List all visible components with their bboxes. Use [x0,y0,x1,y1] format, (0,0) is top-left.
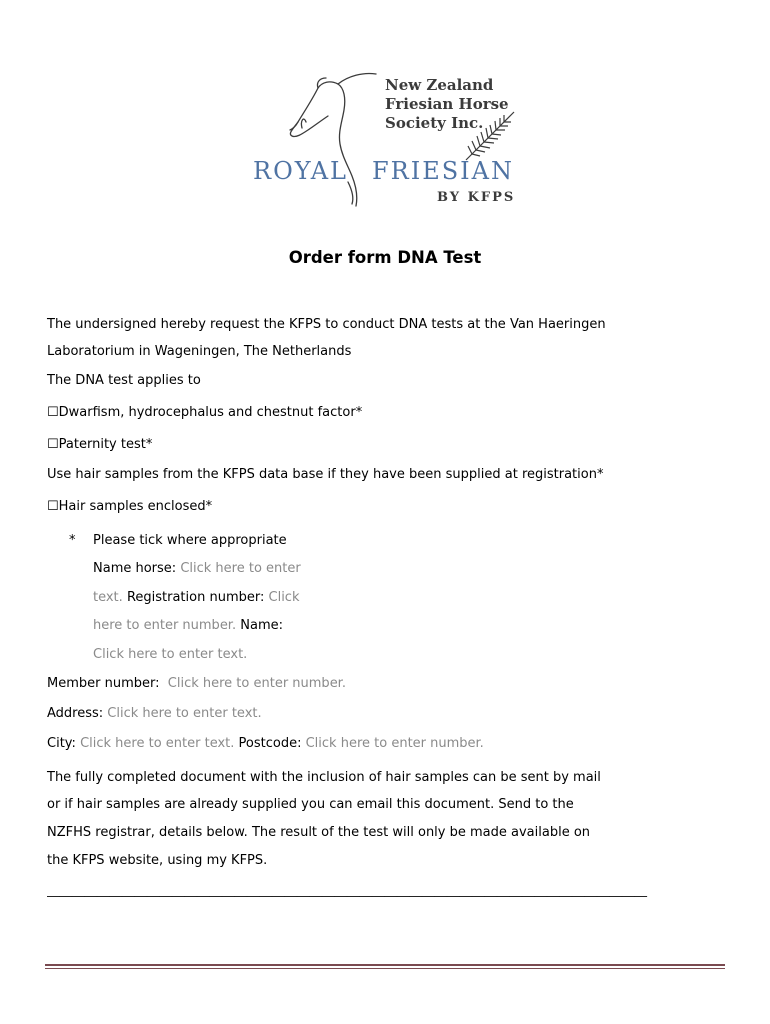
closing-line-4: the KFPS website, using my KFPS. [47,853,268,868]
royal-wordmark: ROYAL [253,157,348,185]
org-name-line2: Friesian Horse [385,95,509,113]
registration-field[interactable]: Click [268,590,300,605]
city-field[interactable]: Click here to enter text. [80,736,235,751]
name-horse-field-cont[interactable]: text. [93,590,123,605]
registration-field-cont[interactable]: here to enter number. [93,618,237,633]
name-field[interactable]: Click here to enter text. [93,647,248,662]
city-postcode-line [47,736,484,751]
horse-head-icon [278,70,388,210]
by-kfps-wordmark: BY KFPS [437,190,516,205]
closing-line-2: or if hair samples are already supplied you can email this document. Send to the [47,797,574,812]
dwarfism-checkbox[interactable]: ☐Dwarfism, hydrocephalus and chestnut factor* [47,405,363,420]
name-horse-line [93,561,301,576]
address-line [47,706,262,721]
address-field[interactable]: Click here to enter text. [107,706,262,721]
name-line [93,618,283,633]
member-field[interactable]: Click here to enter number. [167,676,346,691]
paternity-checkbox[interactable]: ☐Paternity test* [47,437,153,452]
closing-line-3: NZFHS registrar, details below. The result of the test will only be made available on [47,825,591,840]
intro-line-2: Laboratorium in Wageningen, The Netherlands [47,344,352,359]
registration-line [93,590,299,605]
member-label: Member number: [47,676,160,691]
footnote-marker: * [69,533,76,548]
footer-rule-top [45,964,725,966]
use-database-text: Use hair samples from the KFPS data base if they have been supplied at registration* [47,467,604,482]
hair-enclosed-checkbox[interactable]: ☐Hair samples enclosed* [47,499,213,514]
applies-to-text: The DNA test applies to [47,373,201,388]
postcode-label: Postcode: [238,736,302,751]
name-label: Name: [240,618,283,633]
intro-line-1: The undersigned hereby request the KFPS to conduct DNA tests at the Van Haeringen [47,317,606,332]
fern-icon [462,108,518,164]
closing-line-1: The fully completed document with the inclusion of hair samples can be sent by mail [47,770,601,785]
friesian-wordmark: FRIESIAN [372,157,514,185]
postcode-field[interactable]: Click here to enter number. [305,736,484,751]
address-label: Address: [47,706,104,721]
signature-divider: ________________________________________________________________________________________________ [47,882,647,897]
city-label: City: [47,736,76,751]
name-horse-field[interactable]: Click here to enter [180,561,301,576]
registration-label: Registration number: [126,590,265,605]
footer-rule-bottom [45,968,725,969]
org-name-line1: New Zealand [385,76,494,94]
footnote-text: Please tick where appropriate [93,533,287,548]
page-title: Order form DNA Test [288,248,482,267]
org-name-line3: Society Inc. [385,114,484,132]
member-line [47,676,346,691]
name-horse-label: Name horse: [93,561,177,576]
